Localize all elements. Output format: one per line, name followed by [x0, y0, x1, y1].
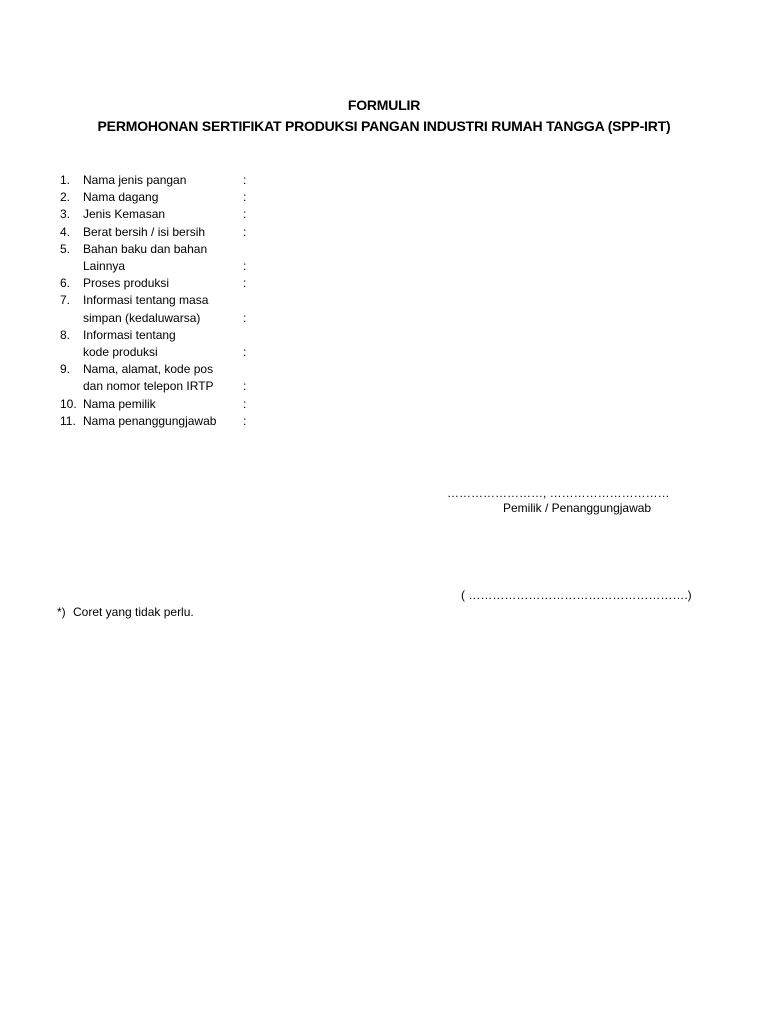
field-label-line: Nama jenis pangan: [83, 173, 187, 187]
form-field-row: [60, 172, 320, 189]
field-number: 2.: [60, 190, 71, 205]
field-label-line: simpan (kedaluwarsa): [83, 310, 201, 325]
separator-spacer: [243, 361, 253, 378]
separator-spacer: [243, 327, 253, 344]
field-separator-col: [243, 275, 253, 292]
form-subtitle: PERMOHONAN SERTIFIKAT PRODUKSI PANGAN INDUSTRI RUMAH TANGGA (SPP-IRT): [97, 118, 671, 134]
field-number: 5.: [60, 241, 71, 256]
field-label: [83, 224, 243, 241]
field-colon: :: [243, 173, 247, 187]
field-colon: :: [243, 413, 247, 428]
form-title: FORMULIR: [347, 97, 421, 113]
form-field-row: [60, 327, 320, 361]
field-label-line: Nama pemilik: [83, 396, 156, 411]
field-number: 1.: [60, 173, 71, 187]
field-separator-col: [243, 396, 253, 413]
form-field-row: [60, 413, 320, 430]
field-separator-col: [243, 292, 253, 326]
signature-role: Pemilik / Penanggungjawab: [503, 501, 652, 515]
footnote: [57, 605, 194, 619]
form-field-row: [60, 292, 320, 326]
field-label-line: Jenis Kemasan: [83, 207, 166, 222]
form-field-row: [60, 241, 320, 275]
field-label: [83, 396, 243, 413]
form-field-row: [60, 275, 320, 292]
footnote-mark: *): [57, 605, 66, 619]
field-label-line: Informasi tentang masa: [83, 293, 209, 308]
signature-place-date: ……………………, …………………………: [447, 486, 670, 500]
field-colon: :: [243, 276, 247, 291]
field-number: 6.: [60, 276, 71, 291]
field-number: 3.: [60, 207, 71, 222]
field-separator-col: [243, 224, 253, 241]
field-label: [83, 275, 243, 292]
field-label-line: Lainnya: [83, 259, 126, 273]
field-separator-col: [243, 327, 253, 361]
form-field-row: [60, 206, 320, 223]
field-colon: :: [243, 190, 247, 205]
field-label-line: dan nomor telepon IRTP: [83, 379, 214, 394]
field-colon: :: [243, 310, 247, 325]
field-label-line: Informasi tentang: [83, 327, 176, 342]
field-separator-col: [243, 189, 253, 206]
field-label-line: kode produksi: [83, 344, 158, 359]
field-label: [83, 413, 243, 430]
field-label: [83, 172, 243, 189]
field-separator-col: [243, 206, 253, 223]
field-label: [83, 327, 243, 361]
separator-spacer: [243, 292, 253, 309]
field-label-line: Nama penanggungjawab: [83, 413, 217, 428]
footnote-text: Coret yang tidak perlu.: [73, 605, 194, 619]
field-label-line: Berat bersih / isi bersih: [83, 224, 206, 239]
form-field-row: [60, 224, 320, 241]
field-separator-col: [243, 413, 253, 430]
field-number: 7.: [60, 293, 71, 308]
field-label-line: Proses produksi: [83, 276, 170, 291]
separator-spacer: [243, 241, 253, 258]
field-colon: :: [243, 396, 247, 411]
field-colon: :: [243, 344, 247, 359]
form-field-list: [60, 172, 320, 430]
field-colon: :: [243, 224, 247, 239]
field-label-line: Nama dagang: [83, 190, 159, 205]
form-field-row: [60, 396, 320, 413]
field-label: [83, 361, 243, 395]
field-colon: :: [243, 207, 247, 222]
field-number: 4.: [60, 224, 71, 239]
field-label: [83, 189, 243, 206]
field-number: 11.: [60, 413, 76, 428]
field-label: [83, 206, 243, 223]
signature-name-line: ( ……………………………………………….): [461, 588, 692, 602]
field-label: [83, 241, 243, 275]
field-label-line: Nama, alamat, kode pos: [83, 362, 214, 377]
field-label: [83, 292, 243, 326]
field-number: 9.: [60, 362, 71, 377]
field-separator-col: [243, 241, 253, 275]
field-separator-col: [243, 172, 253, 189]
form-field-row: [60, 361, 320, 395]
field-colon: :: [243, 259, 247, 273]
field-number: 8.: [60, 327, 71, 342]
form-field-row: [60, 189, 320, 206]
field-separator-col: [243, 361, 253, 395]
field-number: 10.: [60, 396, 77, 411]
field-colon: :: [243, 379, 247, 394]
field-label-line: Bahan baku dan bahan: [83, 241, 208, 256]
